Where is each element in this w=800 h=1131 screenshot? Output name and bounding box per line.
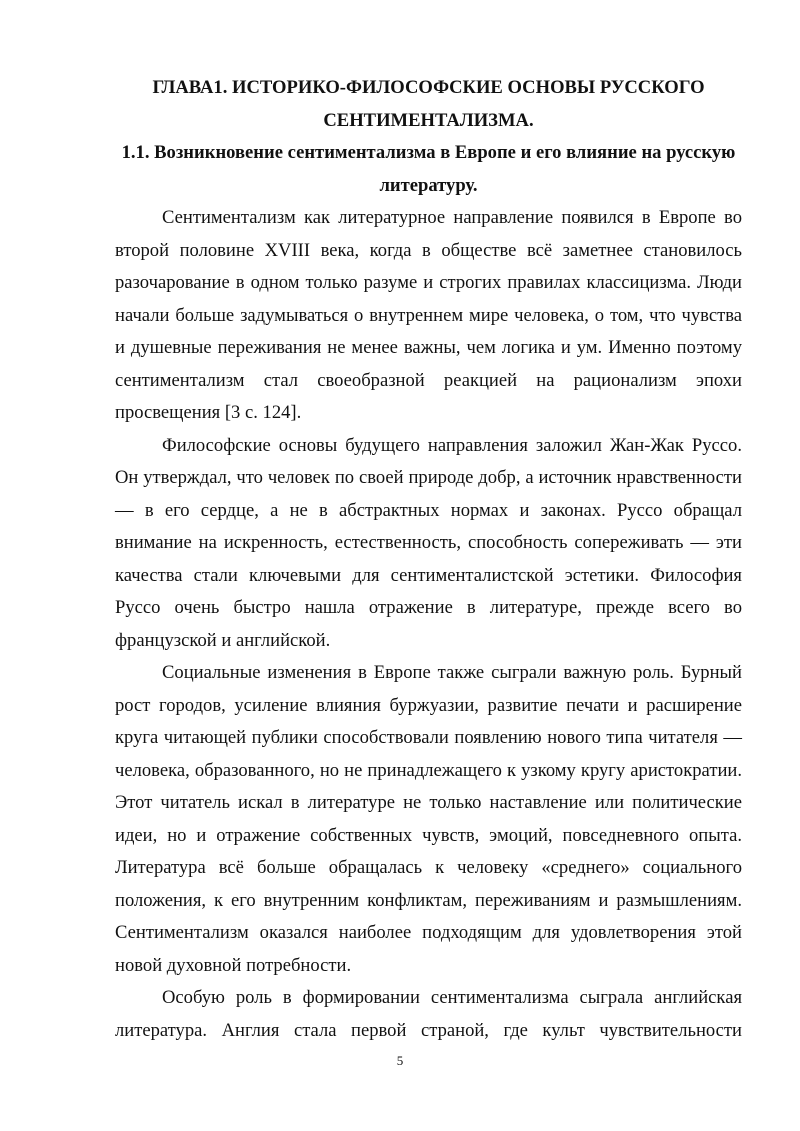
section-title	[115, 137, 742, 202]
chapter-title-line-2: СЕНТИМЕНТАЛИЗМА.	[323, 109, 534, 131]
section-title-line-2: литературу.	[379, 174, 478, 196]
paragraph-3: Социальные изменения в Европе также сыграли важную роль. Бурный рост городов, усиление влияния буржуазии, развитие печати и расширение круга читающей публики способствовали появлению нового типа читателя — человека, образованного, но не принадлежащего к узкому кругу аристократии. Этот читатель искал в литературе не только наставление или политические идеи, но и отражение собственных чувств, эмоций, повседневного опыта. Литература всё больше обращалась к человеку «среднего» социального положения, к его внутренним конфликтам, переживаниям и размышлениям. Сентиментализм оказался наиболее подходящим для удовлетворения этой новой духовной потребности.	[115, 662, 742, 976]
paragraph-4: Особую роль в формировании сентиментализма сыграла английская литература. Англия стала первой страной, где культ чувствительности	[115, 987, 742, 1041]
page-number: 5	[396, 1053, 404, 1068]
paragraph-2: Философские основы будущего направления заложил Жан-Жак Руссо. Он утверждал, что человек по своей природе добр, а источник нравственности — в его сердце, а не в абстрактных нормах и законах. Руссо обращал внимание на искренность, естественность, способность сопереживать — эти качества стали ключевыми для сентименталистской эстетики. Философия Руссо очень быстро нашла отражение в литературе, прежде всего во французской и английской.	[115, 434, 742, 651]
section-title-line-1: 1.1. Возникновение сентиментализма в Европе и его влияние на русскую	[121, 142, 736, 163]
chapter-title	[115, 72, 742, 137]
chapter-title-line-1: ГЛАВА1. ИСТОРИКО-ФИЛОСОФСКИЕ ОСНОВЫ РУССКОГО	[152, 77, 705, 98]
page-content	[115, 72, 742, 1047]
paragraph-1: Сентиментализм как литературное направление появился в Европе во второй половине XVIII века, когда в обществе всё заметнее становилось разочарование в одном только разуме и строгих правилах классицизма. Люди начали больше задумываться о внутреннем мире человека, о том, что чувства и душевные переживания не менее важны, чем логика и ум. Именно поэтому сентиментализм стал своеобразной реакцией на рационализм эпохи просвещения [3 с. 124].	[115, 207, 742, 423]
